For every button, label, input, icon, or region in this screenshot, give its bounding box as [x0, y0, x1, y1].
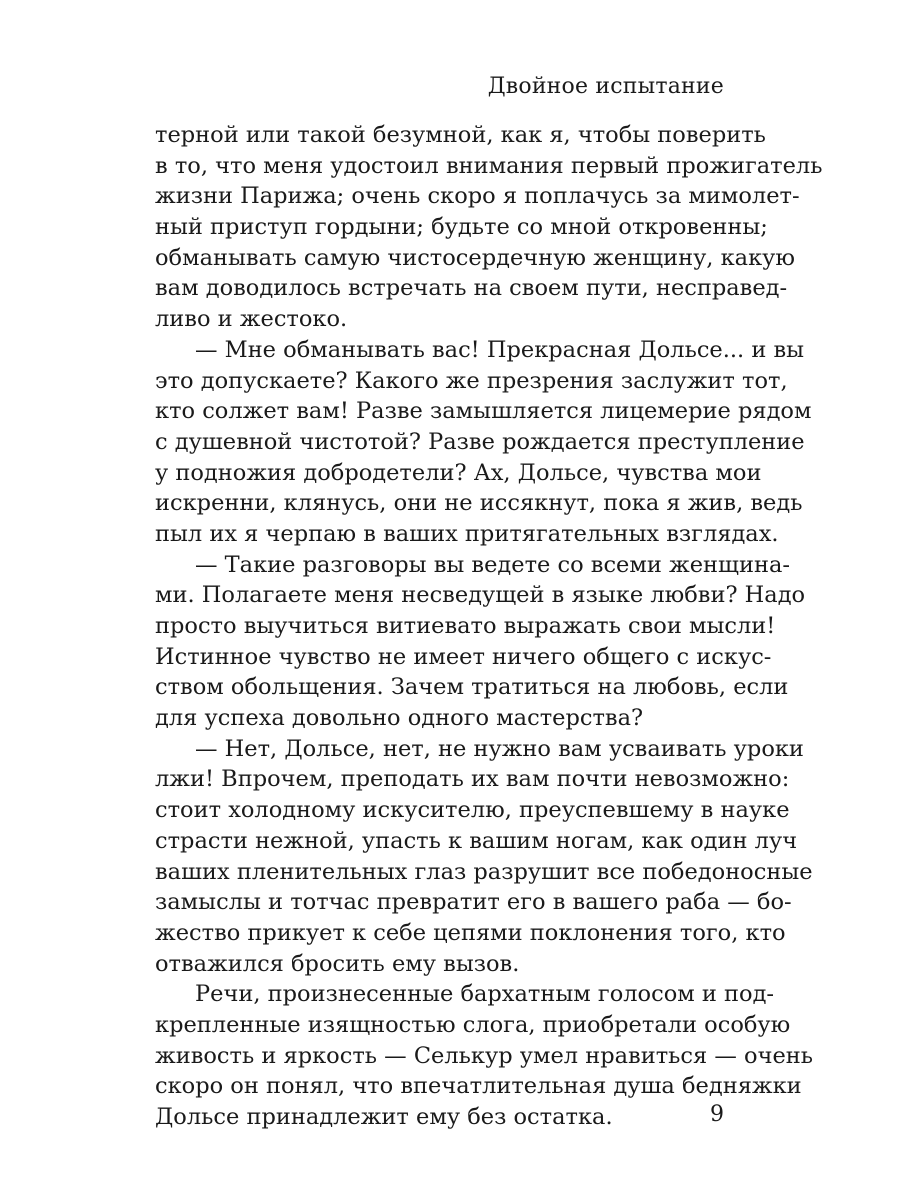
text-line: скоро он понял, что впечатлительная душа бедняжки [155, 1073, 802, 1100]
text-line: жество прикует к себе цепями поклонения того, кто [155, 919, 786, 946]
text-line: — Такие разговоры вы ведете со всеми женщина- [195, 551, 790, 578]
text-line: жизни Парижа; очень скоро я поплачусь за мимолет- [155, 183, 800, 210]
text-line: лжи! Впрочем, преподать их вам почти невозможно: [155, 766, 790, 793]
text-line: страсти нежной, упасть к вашим ногам, как один луч [155, 827, 798, 854]
running-header-title: Двойное испытание [487, 74, 724, 99]
text-line: пыл их я черпаю в ваших притягательных взглядах. [155, 520, 779, 547]
text-line: — Мне обманывать вас! Прекрасная Дольсе... и вы [195, 336, 805, 363]
text-line: искренни, клянусь, они не иссякнут, пока я жив, ведь [155, 490, 803, 517]
text-line: ливо и жестоко. [155, 306, 348, 333]
page-number: 9 [710, 1102, 724, 1127]
text-line: ваших пленительных глаз разрушит все победоносные [155, 858, 813, 885]
text-line: с душевной чистотой? Разве рождается преступление [155, 428, 805, 455]
text-line: у подножия добродетели? Ах, Дольсе, чувства мои [155, 459, 762, 486]
text-line: кто солжет вам! Разве замышляется лицемерие рядом [155, 398, 812, 425]
text-line: терной или такой безумной, как я, чтобы поверить [155, 122, 766, 148]
text-line: ством обольщения. Зачем тратиться на любовь, если [155, 674, 789, 701]
text-line: замыслы и тотчас превратит его в вашего раба — бо- [155, 889, 792, 916]
text-line: Дольсе принадлежит ему без остатка. [155, 1104, 613, 1130]
text-line: — Нет, Дольсе, нет, не нужно вам усваивать уроки [195, 735, 804, 762]
text-line: ми. Полагаете меня несведущей в языке любви? Надо [155, 582, 806, 609]
text-line: Речи, произнесенные бархатным голосом и под- [195, 981, 775, 1008]
text-line: просто выучиться витиевато выражать свои мысли! [155, 613, 776, 639]
text-line: ный приступ гордыни; будьте со мной откровенны; [155, 214, 768, 241]
text-line: живость и яркость — Селькур умел нравиться — очень [155, 1042, 814, 1069]
text-line: обманывать самую чистосердечную женщину, какую [155, 244, 795, 271]
text-line: вам доводилось встречать на своем пути, несправед- [155, 275, 788, 302]
text-line: это допускаете? Какого же презрения заслужит тот, [155, 367, 788, 394]
text-line: крепленные изящностью слога, приобретали особую [155, 1011, 791, 1038]
body-text [155, 120, 823, 1133]
text-line: в то, что меня удостоил внимания первый прожигатель [155, 152, 823, 179]
text-line: стоит холодному искусителю, преуспевшему в науке [155, 797, 790, 824]
text-line: отважился бросить ему вызов. [155, 950, 520, 977]
text-line: для успеха довольно одного мастерства? [155, 705, 644, 732]
text-line: Истинное чувство не имеет ничего общего с искус- [155, 643, 772, 670]
